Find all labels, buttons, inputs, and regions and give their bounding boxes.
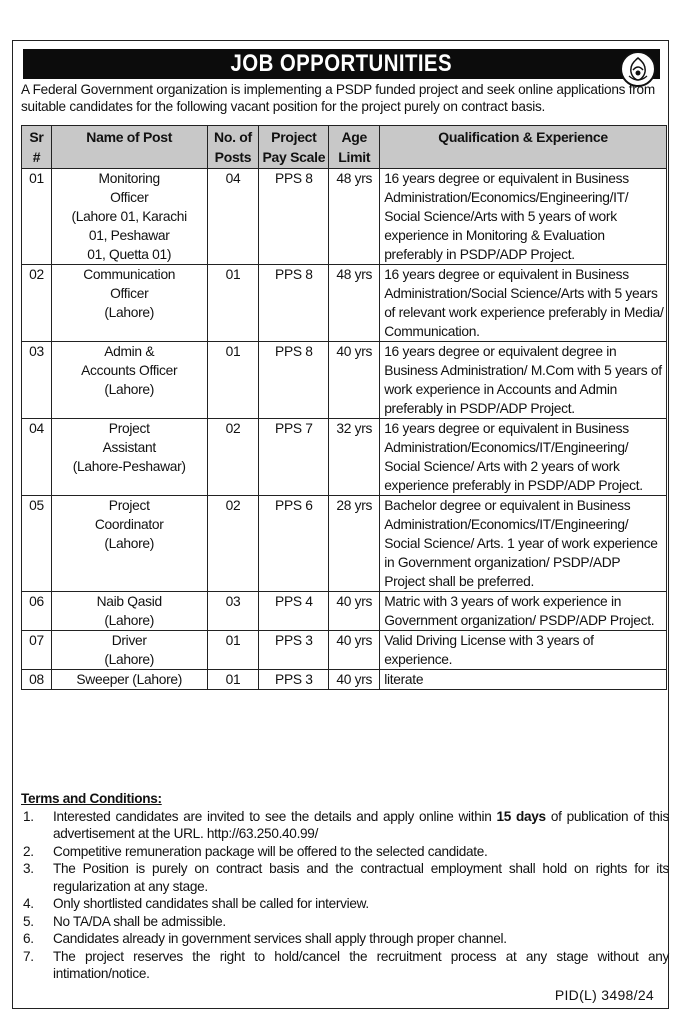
row-post-name [51, 592, 207, 631]
row-qualification: 16 years degree or equivalent in Business Administration/Economics/IT/Engineering/ Social Science/ Arts with 2 years of work experience preferably in PSDP/ADP Project. [380, 419, 667, 496]
table-row [22, 496, 667, 592]
term-text [53, 843, 669, 861]
post-name-line: 01, Peshawar [88, 228, 170, 243]
row-post-name [51, 670, 207, 690]
post-name-line: Admin & [104, 344, 155, 359]
term-item [21, 930, 669, 948]
page-title: JOB OPPORTUNITIES [230, 50, 453, 77]
row-posts: 02 [207, 496, 259, 592]
row-posts: 01 [207, 631, 259, 670]
table-row [22, 592, 667, 631]
row-age-limit: 48 yrs [329, 169, 380, 265]
table-row [22, 265, 667, 342]
row-post-name [51, 496, 207, 592]
post-name-line: Project [108, 421, 150, 436]
term-item [21, 913, 669, 931]
row-pay-scale: PPS 8 [259, 265, 329, 342]
term-text [53, 860, 669, 895]
row-age-limit: 40 yrs [329, 592, 380, 631]
term-text [53, 913, 669, 931]
row-pay-scale: PPS 8 [259, 342, 329, 419]
post-name-line: (Lahore) [104, 652, 155, 667]
post-name-line: Officer [110, 190, 149, 205]
row-posts: 02 [207, 419, 259, 496]
row-sr: 04 [22, 419, 52, 496]
post-name-line: (Lahore) [104, 305, 155, 320]
post-name-line: Monitoring [98, 171, 160, 186]
term-text-part: No TA/DA shall be admissible. [53, 913, 226, 929]
row-sr: 05 [22, 496, 52, 592]
row-age-limit: 32 yrs [329, 419, 380, 496]
jobs-table [21, 125, 667, 690]
term-text-part: Candidates already in government services shall apply through proper channel. [53, 931, 507, 946]
row-pay-scale: PPS 6 [259, 496, 329, 592]
row-post-name [51, 342, 207, 419]
row-sr: 08 [22, 670, 52, 690]
row-pay-scale: PPS 7 [259, 419, 329, 496]
term-number: 2. [23, 843, 34, 859]
term-text [53, 930, 669, 948]
term-text [53, 895, 669, 913]
table-row [22, 342, 667, 419]
row-sr: 06 [22, 592, 52, 631]
post-name-line: Assistant [102, 440, 156, 455]
header-scale: Project Pay Scale [259, 126, 329, 169]
row-age-limit: 28 yrs [329, 496, 380, 592]
terms-section [21, 790, 669, 983]
post-name-line: Communication [83, 267, 176, 282]
row-posts: 01 [207, 265, 259, 342]
post-name-line: (Lahore) [104, 382, 155, 397]
row-age-limit: 40 yrs [329, 342, 380, 419]
table-row [22, 670, 667, 690]
row-posts: 03 [207, 592, 259, 631]
row-age-limit: 40 yrs [329, 631, 380, 670]
row-age-limit: 48 yrs [329, 265, 380, 342]
row-qualification: Matric with 3 years of work experience in Government organization/ PSDP/ADP Project. [380, 592, 667, 631]
post-name-line: (Lahore) [104, 536, 155, 551]
post-name-line: Coordinator [94, 517, 164, 532]
term-text-emphasis: 15 days [496, 808, 546, 824]
post-name-line: Officer [110, 286, 149, 301]
row-posts: 04 [207, 169, 259, 265]
row-qualification: 16 years degree or equivalent in Business Administration/Economics/Engineering/IT/ Social Science/Arts with 5 years of work experience in Monitoring & Evaluation preferably in PSDP/ADP Project. [380, 169, 667, 265]
table-row [22, 169, 667, 265]
row-post-name [51, 631, 207, 670]
term-item [21, 860, 669, 895]
term-number: 1. [23, 808, 34, 824]
row-sr: 07 [22, 631, 52, 670]
row-pay-scale: PPS 4 [259, 592, 329, 631]
table-header-row [22, 126, 667, 169]
post-name-line: Project [108, 498, 150, 513]
table-row [22, 631, 667, 670]
row-post-name [51, 265, 207, 342]
pid-number: PID(L) 3498/24 [554, 987, 654, 1003]
term-text-part: Only shortlisted candidates shall be called for interview. [53, 896, 369, 911]
row-sr: 01 [22, 169, 52, 265]
row-post-name [51, 169, 207, 265]
term-text [53, 808, 669, 843]
row-pay-scale: PPS 8 [259, 169, 329, 265]
header-age: Age Limit [329, 126, 380, 169]
advertisement-page [12, 40, 669, 1009]
row-qualification: Bachelor degree or equivalent in Business Administration/Economics/IT/Engineering/ Social Science/ Arts. 1 year of work experience in Government organization/ PSDP/ADP Project shall be preferred. [380, 496, 667, 592]
row-posts: 01 [207, 342, 259, 419]
post-name-line: Naib Qasid [96, 594, 162, 609]
row-pay-scale: PPS 3 [259, 631, 329, 670]
row-posts: 01 [207, 670, 259, 690]
post-name-line: (Lahore 01, Karachi [71, 209, 187, 224]
row-pay-scale: PPS 3 [259, 670, 329, 690]
post-name-line: (Lahore) [104, 613, 155, 628]
intro-paragraph: A Federal Government organization is implementing a PSDP funded project and seek online applications from suitable candidates for the following vacant position for the project purely on contract basis. [21, 82, 655, 114]
row-qualification: 16 years degree or equivalent in Business Administration/Social Science/Arts with 5 years of relevant work experience preferably in Media/ Communication. [380, 265, 667, 342]
header-sr: Sr # [22, 126, 52, 169]
term-number: 4. [23, 896, 34, 911]
term-text-part: of publication of this advertisement at the URL. http://63.250.40.99/ [53, 808, 669, 841]
row-qualification: 16 years degree or equivalent degree in Business Administration/ M.Com with 5 years of work experience in Accounts and Admin preferably in PSDP/ADP Project. [380, 342, 667, 419]
row-qualification: literate [380, 670, 667, 690]
post-name-line: Accounts Officer [81, 363, 178, 378]
row-sr: 02 [22, 265, 52, 342]
term-text [53, 948, 669, 983]
title-banner [23, 49, 660, 79]
row-qualification: Valid Driving License with 3 years of experience. [380, 631, 667, 670]
post-name-line: (Lahore-Peshawar) [72, 459, 186, 474]
row-sr: 03 [22, 342, 52, 419]
post-name-line: Driver [111, 633, 147, 648]
header-qualification: Qualification & Experience [380, 126, 667, 169]
term-text-part: Interested candidates are invited to see the details and apply online within [53, 808, 497, 824]
term-item [21, 895, 669, 913]
row-age-limit: 40 yrs [329, 670, 380, 690]
term-text-part: The project reserves the right to hold/cancel the recruitment process at any stage without any intimation/notice. [53, 948, 669, 981]
term-item [21, 808, 669, 843]
header-post: Name of Post [51, 126, 207, 169]
term-number: 5. [23, 913, 34, 929]
post-name-line: Sweeper (Lahore) [76, 672, 183, 687]
term-item [21, 843, 669, 861]
term-number: 7. [23, 948, 34, 964]
header-posts: No. of Posts [207, 126, 259, 169]
term-number: 3. [23, 861, 34, 876]
table-row [22, 419, 667, 496]
term-item [21, 948, 669, 983]
term-text-part: The Position is purely on contract basis and the contractual employment shall hold on rights for its regularization at any stage. [53, 861, 669, 894]
terms-title: Terms and Conditions: [21, 791, 162, 806]
term-number: 6. [23, 931, 34, 946]
row-post-name [51, 419, 207, 496]
post-name-line: 01, Quetta 01) [87, 247, 172, 262]
term-text-part: Competitive remuneration package will be offered to the selected candidate. [53, 843, 488, 859]
